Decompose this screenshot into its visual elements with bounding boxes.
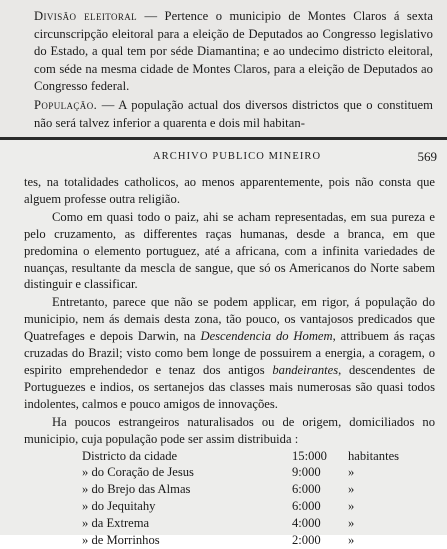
italic-term: bandeirantes [272,362,339,377]
population-unit: » [348,516,355,531]
population-unit: » [348,533,355,548]
population-unit: habitantes [348,448,400,463]
district-name: Districto da cidade [82,448,178,463]
district-population: 4:000 [292,516,321,531]
district-name: » de Morrinhos [82,533,160,548]
population-unit: » [348,499,355,514]
table-row [82,481,412,498]
paragraph-divisao-eleitoral [34,8,433,96]
district-name: » da Extrema [82,516,150,531]
paragraph-text: — Pertence o municipio de Montes Claros á sexta circunscripção eleitoral para a eleição de Deputados ao Congresso legislativo do Estado, a qual tem por séde Diamantina; e ao undecimo districto eleitoral, com séde na mesma cidade de Montes Claros, para a eleição de Deputados ao Congresso federal. [34,9,433,94]
population-unit: » [348,465,355,480]
top-scan-fragment [0,0,447,137]
table-row [82,464,412,481]
running-head: ARCHIVO PUBLICO MINEIRO [153,151,322,162]
section-heading-divisao: Divisão eleitoral [34,9,138,23]
book-title: Descendencia do Homem [200,329,333,344]
district-population: 9:000 [292,465,321,480]
paragraph-populacao [34,97,433,132]
table-row [82,498,412,515]
text-segment: , descendentes de Portuguezes e indios, os sertanejos das classes mais numerosas são quasi todos indolentes, calmos e pouco amigos de innovações. [24,362,435,411]
section-heading-populacao: População. [34,97,98,112]
paragraph-text: — A população actual dos diversos districtos que o constituem não será talvez inferior a quarenta e dois mil habitan- [34,97,433,130]
table-row [82,448,412,465]
page-header [0,140,447,168]
district-population: 6:000 [292,499,321,514]
population-table [82,448,412,549]
population-unit: » [348,482,355,497]
district-population: 2:000 [292,533,321,548]
district-name: » do Jequitahy [82,499,156,514]
table-row [82,515,412,532]
paragraph-racas: Como em quasi todo o paiz, ahi se acham representadas, em sua pureza e pelo cruzamento, as differentes raças humanas, desde a branca, em que predomina o elemento portuguez, até a africana, com a infinita variedades de nuanças, resultante da mescla de sangue, que só os Americanos do Norte sabem distinguir e classificar. [24,209,435,292]
district-name: » do Coração de Jesus [82,465,194,480]
paragraph-continuation: tes, na totalidades catholicos, ao menos apparentemente, pois não consta que alguem professe outra religião. [24,175,435,206]
text-segment: Entretanto, parece que não se podem applicar, em rigor, á população do municipio, nem ás demais desta zona, tão pouco, os vantajosos predicados que Quatrefages e depois Darwin, na [24,295,435,344]
bottom-scan-fragment [0,140,447,548]
district-name: » do Brejo das Almas [82,482,191,497]
paragraph-estrangeiros: Ha poucos estrangeiros naturalisados ou de origem, domiciliados no municipio, cuja população pode ser assim distribuida : [24,414,435,446]
district-population: 6:000 [292,482,321,497]
body-text [0,168,447,549]
page-number: 569 [417,149,437,164]
text-segment: , attribuem ás raças cruzadas do Brazil; visto como bem longe de possuirem a energia, a coragem, o espirito emprehendedor e tenaz dos antigos [24,329,435,377]
paragraph-entretanto [24,294,435,412]
table-row [82,532,412,549]
district-population: 15:000 [292,448,327,463]
